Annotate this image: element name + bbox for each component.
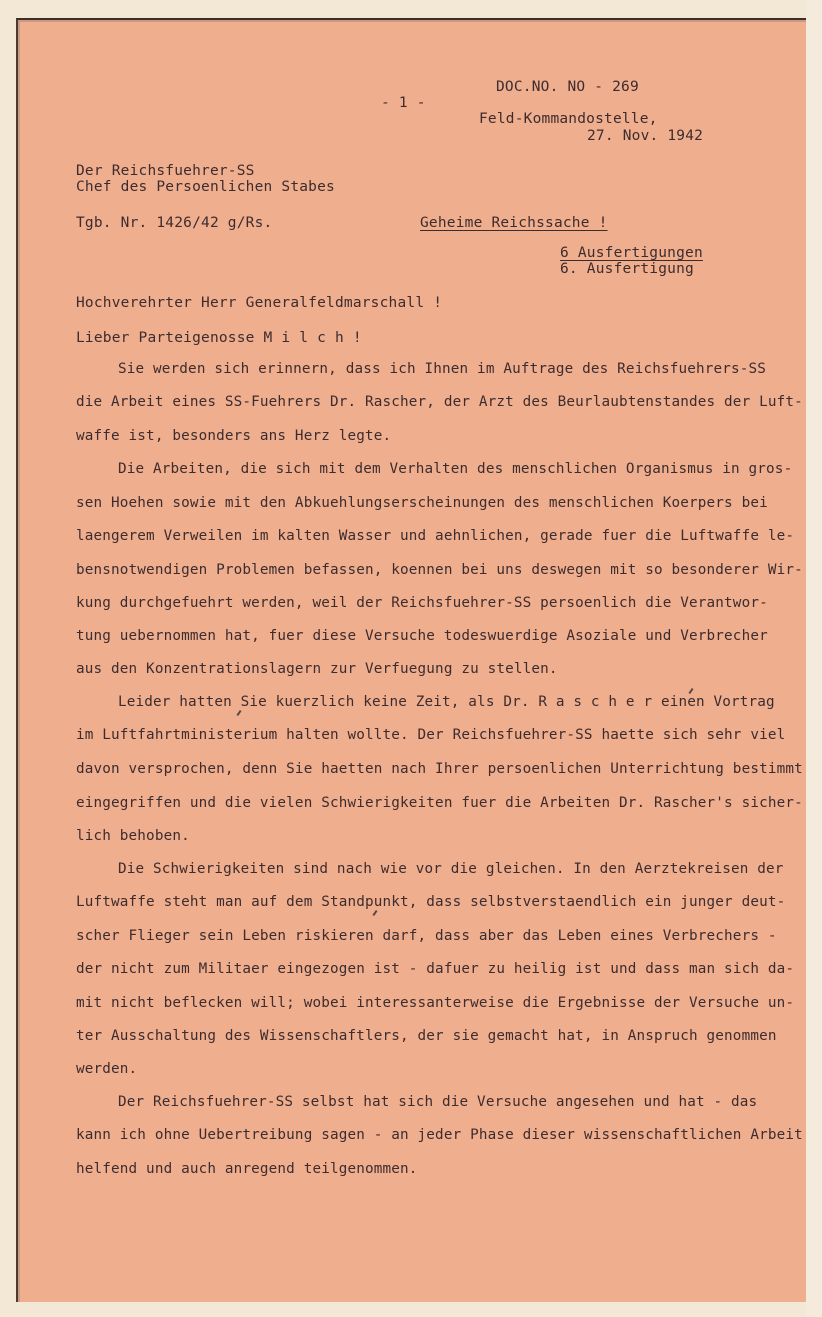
body-line: Der Reichsfuehrer-SS selbst hat sich die Versuche angesehen und hat - das — [118, 1094, 758, 1110]
body-line: Die Arbeiten, die sich mit dem Verhalten des menschlichen Organismus in gros- — [118, 461, 793, 477]
body-line: Die Schwierigkeiten sind nach wie vor die gleichen. In den Aerztekreisen der — [118, 861, 784, 877]
body-line: kann ich ohne Uebertreibung sagen - an jeder Phase dieser wissenschaftlichen Arbeit — [76, 1127, 803, 1143]
sender-line-2: Chef des Persoenlichen Stabes — [76, 179, 335, 195]
copies-total: 6 Ausfertigungen — [560, 245, 703, 261]
body-line: eingegriffen und die vielen Schwierigkeiten fuer die Arbeiten Dr. Rascher's sicher- — [76, 795, 803, 811]
body-line: mit nicht beflecken will; wobei interessanterweise die Ergebnisse der Versuche un- — [76, 995, 795, 1011]
body-line: sen Hoehen sowie mit den Abkuehlungserscheinungen des menschlichen Koerpers bei — [76, 495, 768, 511]
date-line: 27. Nov. 1942 — [587, 128, 704, 144]
body-line: kung durchgefuehrt werden, weil der Reichsfuehrer-SS persoenlich die Verantwor- — [76, 595, 768, 611]
body-line: ter Ausschaltung des Wissenschaftlers, der sie gemacht hat, in Anspruch genommen — [76, 1028, 777, 1044]
body-line: laengerem Verweilen im kalten Wasser und aehnlichen, gerade fuer die Luftwaffe le- — [76, 528, 795, 544]
scan-margin-right — [806, 0, 822, 1317]
document-number: DOC.NO. NO - 269 — [496, 79, 639, 95]
place-line: Feld-Kommandostelle, — [479, 111, 658, 127]
body-line: tung uebernommen hat, fuer diese Versuche todeswuerdige Asoziale und Verbrecher — [76, 628, 768, 644]
page-number: - 1 - — [381, 95, 426, 111]
body-line: davon versprochen, denn Sie haetten nach Ihrer persoenlichen Unterrichtung bestimmt — [76, 761, 803, 777]
body-line: helfend und auch anregend teilgenommen. — [76, 1161, 418, 1177]
body-line: bensnotwendigen Problemen befassen, koennen bei uns deswegen mit so besonderer Wir- — [76, 562, 803, 578]
body-line: lich behoben. — [76, 828, 190, 844]
classification-mark: Geheime Reichssache ! — [420, 215, 608, 231]
body-line: werden. — [76, 1061, 138, 1077]
reference-number: Tgb. Nr. 1426/42 g/Rs. — [76, 215, 273, 231]
body-line: scher Flieger sein Leben riskieren darf, dass aber das Leben eines Verbrechers - — [76, 928, 777, 944]
body-line: im Luftfahrtministerium halten wollte. Der Reichsfuehrer-SS haette sich sehr viel — [76, 727, 786, 743]
salutation-line-1: Hochverehrter Herr Generalfeldmarschall ! — [76, 295, 443, 311]
sender-line-1: Der Reichsfuehrer-SS — [76, 163, 255, 179]
body-line: waffe ist, besonders ans Herz legte. — [76, 428, 392, 444]
body-line: Luftwaffe steht man auf dem Standpunkt, dass selbstverstaendlich ein junger deut- — [76, 894, 786, 910]
copy-number: 6. Ausfertigung — [560, 261, 694, 277]
body-line: die Arbeit eines SS-Fuehrers Dr. Rascher, der Arzt des Beurlaubtenstandes der Luft- — [76, 394, 803, 410]
body-line: Leider hatten Sie kuerzlich keine Zeit, als Dr. R a s c h e r einen Vortrag — [118, 694, 775, 710]
body-line: Sie werden sich erinnern, dass ich Ihnen im Auftrage des Reichsfuehrers-SS — [118, 361, 767, 377]
body-line: der nicht zum Militaer eingezogen ist - dafuer zu heilig ist und dass man sich da- — [76, 961, 795, 977]
body-line: aus den Konzentrationslagern zur Verfuegung zu stellen. — [76, 661, 558, 677]
salutation-line-2: Lieber Parteigenosse M i l c h ! — [76, 330, 362, 346]
